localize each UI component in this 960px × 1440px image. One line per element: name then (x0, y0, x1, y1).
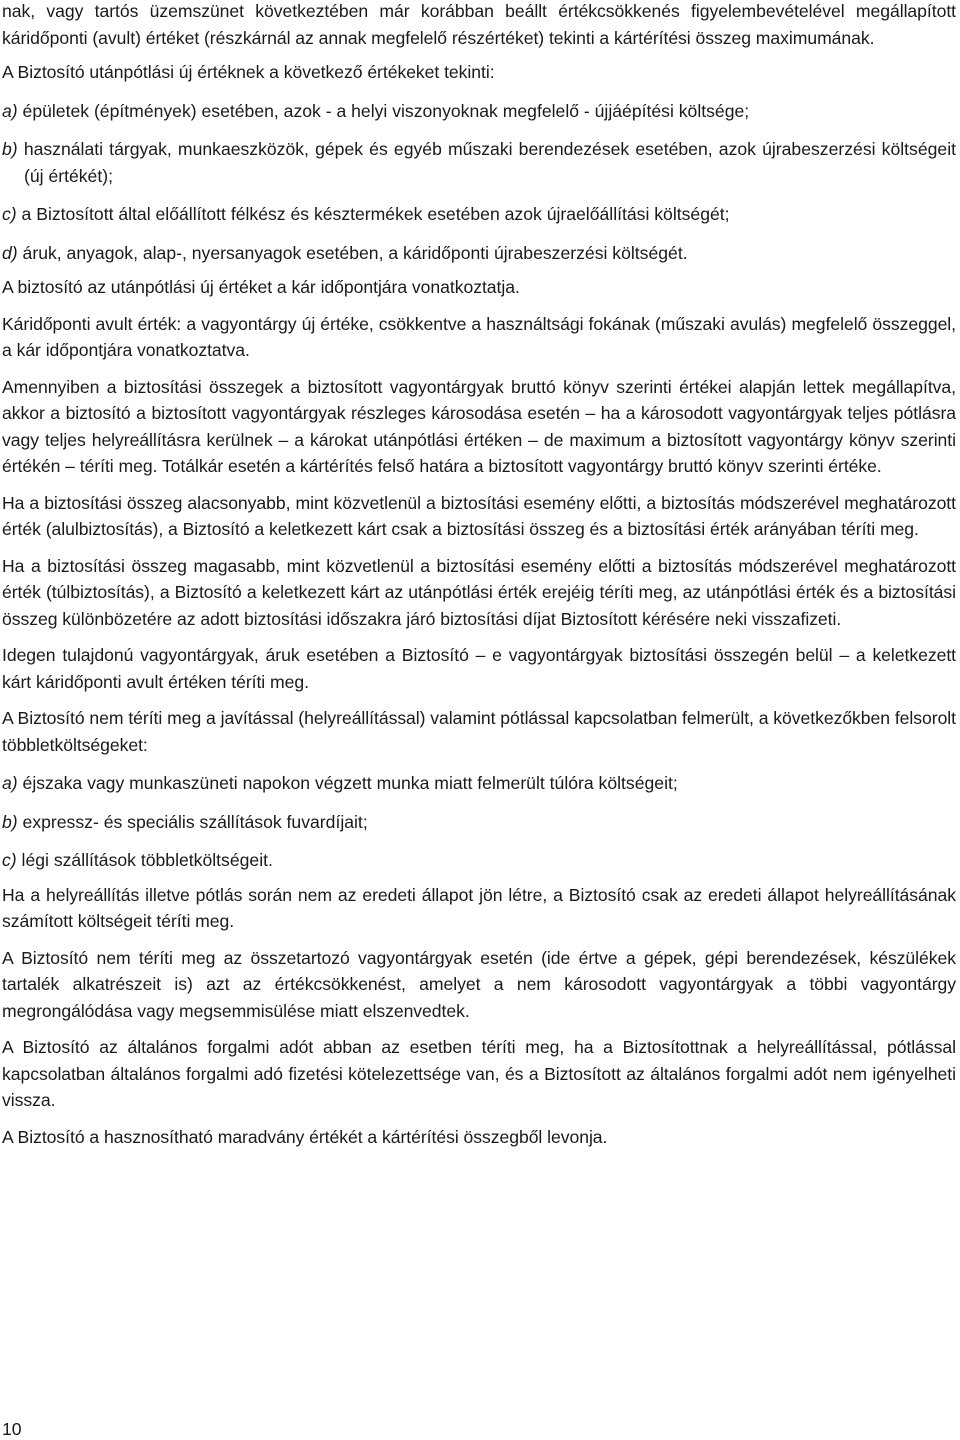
page-number: 10 (2, 1419, 22, 1439)
list-item (2, 98, 956, 125)
list-item (2, 136, 956, 189)
paragraph-related-assets: A Biztosító nem téríti meg az összetartozó vagyontárgyak esetén (ide értve a gépek, gépi berendezések, készülékek tartalék alkatrészeit is) azt az értékcsökkenést, amelyet a nem károsodott vagyontárgyak a többi vagyontárgy megrongálódása vagy megsemmisülése miatt elszenvedtek. (2, 947, 956, 1021)
list-marker: a) (2, 100, 18, 121)
paragraph-third-party-property: Idegen tulajdonú vagyontárgyak, áruk esetében a Biztosító – e vagyontárgyak biztosítási összegén belül – a keletkezett kárt káridőponti avult értéken téríti meg. (2, 645, 956, 692)
paragraph-overinsurance: Ha a biztosítási összeg magasabb, mint közvetlenül a biztosítási esemény előtti a biztosítás módszerével meghatározott érték (túlbiztosítás), a Biztosító a keletkezett kárt az utánpótlási érték erejéig téríti meg, az utánpótlási érték és a biztosítási összeg különbözetére az adott biztosítási időszakra járó biztosítási díjat Biztosított kérésére neki visszafizeti. (2, 555, 956, 629)
replacement-value-list (2, 98, 956, 267)
paragraph-reference-date: A biztosító az utánpótlási új értéket a kár időpontjára vonatkoztatja. (2, 277, 520, 297)
paragraph-original-state: Ha a helyreállítás illetve pótlás során nem az eredeti állapot jön létre, a Biztosító csak az eredeti állapot helyreállításának számított költségeit téríti meg. (2, 884, 956, 931)
list-item-text: épületek (építmények) esetében, azok - a helyi viszonyoknak megfelelő - újjáépítési költsége; (22, 100, 750, 121)
list-item (2, 240, 956, 267)
paragraph-depreciated-value: Káridőponti avult érték: a vagyontárgy új értéke, csökkentve a használtsági fokának (műszaki avulás) megfelelő összeggel, a kár időpontjára vonatkoztatva. (2, 313, 956, 360)
list-item-text: használati tárgyak, munkaeszközök, gépek és egyéb műszaki berendezések esetében, azok újrabeszerzési költségeit (új értékét); (23, 139, 956, 186)
list-item (2, 809, 956, 836)
list-marker: c) (2, 850, 17, 870)
paragraph-underinsurance: Ha a biztosítási összeg alacsonyabb, mint közvetlenül a biztosítási esemény előtti, a biztosítás módszerével meghatározott érték (alulbiztosítás), a Biztosító a keletkezett kárt csak a biztosítási összeg és a biztosítási érték arányában téríti meg. (2, 492, 956, 539)
list-marker: b) (2, 139, 18, 159)
list-item-text: a Biztosított által előállított félkész és késztermékek esetében azok újraelőállítási költségét; (21, 204, 730, 224)
list-item-text: éjszaka vagy munkaszüneti napokon végzett munka miatt felmerült túlóra költségeit; (22, 773, 678, 793)
paragraph-gross-book-value: Amennyiben a biztosítási összegek a biztosított vagyontárgyak bruttó könyv szerinti értékei alapján lettek megállapítva, akkor a biztosító a biztosított vagyontárgyak részleges károsodása esetén – ha a károsodott vagyontárgyak teljes pótlásra vagy teljes helyreállításra kerülnek – a károkat utánpótlási értéken – de maximum a biztosított vagyontárgy könyv szerinti értékén – téríti meg. Totálkár esetén a kártérítés felső határa a biztosított vagyontárgy bruttó könyv szerinti értéke. (2, 376, 956, 476)
list-item (2, 847, 956, 874)
list-item-text: expressz- és speciális szállítások fuvardíjait; (22, 811, 368, 832)
paragraph-salvage: A Biztosító a hasznosítható maradvány értékét a kártérítési összegből levonja. (2, 1126, 608, 1147)
list-item-text: áruk, anyagok, alap-, nyersanyagok esetében, a káridőponti újrabeszerzési költségét. (22, 242, 688, 263)
paragraph-excluded-extra-costs: A Biztosító nem téríti meg a javítással (helyreállítással) valamint pótlással kapcsolatban felmerült, a következőkben felsorolt többletköltségeket: (2, 708, 956, 755)
list-item (2, 770, 956, 797)
extra-costs-list (2, 770, 956, 874)
paragraph-replacement-value-intro: A Biztosító utánpótlási új értéknek a következő értékeket tekinti: (2, 62, 495, 82)
list-marker: c) (2, 204, 17, 224)
list-item-text: légi szállítások többletköltségeit. (21, 850, 273, 870)
paragraph-vat: A Biztosító az általános forgalmi adót abban az esetben téríti meg, ha a Biztosítottnak a helyreállítással, pótlással kapcsolatban általános forgalmi adó fizetési kötelezettsége van, és a Biztosított az általános forgalmi adót nem igényelheti vissza. (2, 1037, 956, 1110)
list-item (2, 201, 956, 228)
list-marker: b) (2, 811, 18, 832)
list-marker: a) (2, 773, 18, 793)
page-body (2, 0, 956, 1160)
paragraph-continued: nak, vagy tartós üzemszünet következtében már korábban beállt értékcsökkenés figyelembevételével megállapított káridőponti (avult) értéket (részkárnál az annak megfelelő részértéket) tekinti a kártérítési összeg maximumának. (2, 1, 956, 48)
list-marker: d) (2, 242, 18, 263)
